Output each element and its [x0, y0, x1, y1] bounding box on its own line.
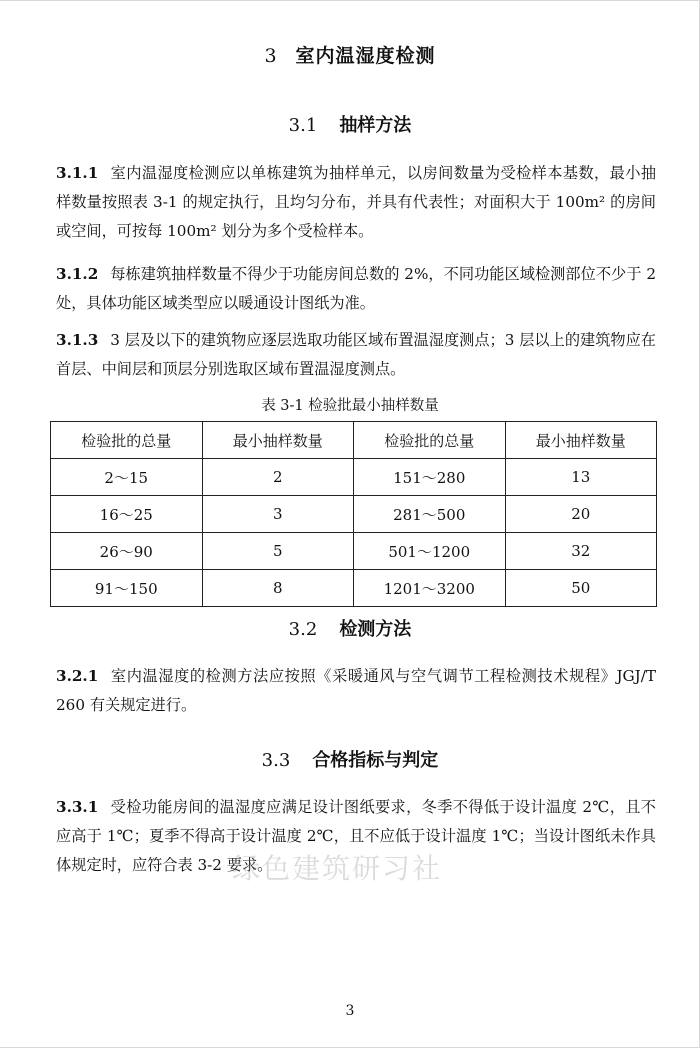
- section-title-3-3: [0, 746, 700, 772]
- chapter-title: [0, 41, 700, 68]
- table-cell: 3: [202, 496, 354, 533]
- page-number: 3: [345, 1003, 355, 1019]
- table-cell: 16～25: [51, 496, 203, 533]
- clause-3-2-1: [56, 662, 656, 720]
- table-header-cell: 检验批的总量: [354, 422, 506, 459]
- table-cell: 8: [202, 570, 354, 607]
- clause-number: 3.2.1: [56, 667, 99, 685]
- clause-text: 3 层及以下的建筑物应逐层选取功能区域布置温湿度测点；3 层以上的建筑物应在首层、中间层和顶层分别选取区域布置温湿度测点。: [56, 331, 656, 378]
- clause-text: 受检功能房间的温湿度应满足设计图纸要求，冬季不得低于设计温度 2℃，且不应高于 1℃；夏季不得高于设计温度 2℃，且不应低于设计温度 1℃；当设计图纸未作具体规定时，应符合表 3-2 要求。: [56, 798, 656, 874]
- table-cell: 1201～3200: [354, 570, 506, 607]
- clause-number: 3.1.1: [56, 164, 99, 182]
- section-title-text: 检测方法: [339, 619, 412, 640]
- chapter-title-text: 室内温湿度检测: [295, 45, 436, 67]
- table-cell: 20: [505, 496, 657, 533]
- section-number: 3.2: [288, 619, 318, 640]
- table-cell: 91～150: [51, 570, 203, 607]
- clause-text: 室内温湿度检测应以单栋建筑为抽样单元，以房间数量为受检样本基数，最小抽样数量按照表 3-1 的规定执行，且均匀分布，并具有代表性；对面积大于 100m² 的房间或空间，可按每 100m² 划分为多个受检样本。: [56, 164, 656, 240]
- table-row: [51, 496, 657, 533]
- table-row: [51, 570, 657, 607]
- table-header-cell: 最小抽样数量: [505, 422, 657, 459]
- table-cell: 32: [505, 533, 657, 570]
- clause-text: 室内温湿度的检测方法应按照《采暖通风与空气调节工程检测技术规程》JGJ/T 260 有关规定进行。: [56, 667, 656, 714]
- clause-number: 3.1.2: [56, 265, 99, 283]
- table-cell: 151～280: [354, 459, 506, 496]
- sampling-table: [50, 421, 657, 607]
- section-number: 3.3: [261, 750, 291, 771]
- table-caption: 表 3-1 检验批最小抽样数量: [261, 398, 439, 414]
- section-title-text: 抽样方法: [339, 115, 412, 136]
- clause-text: 每栋建筑抽样数量不得少于功能房间总数的 2%，不同功能区域检测部位不少于 2 处，具体功能区域类型应以暖通设计图纸为准。: [56, 265, 656, 312]
- clause-number: 3.1.3: [56, 331, 99, 349]
- table-header-cell: 最小抽样数量: [202, 422, 354, 459]
- table-cell: 26～90: [51, 533, 203, 570]
- table-row: [51, 459, 657, 496]
- clause-3-1-1: [56, 159, 656, 246]
- table-row: [51, 533, 657, 570]
- table-cell: 50: [505, 570, 657, 607]
- clause-number: 3.3.1: [56, 798, 99, 816]
- table-cell: 281～500: [354, 496, 506, 533]
- table-cell: 13: [505, 459, 657, 496]
- table-header-row: [51, 422, 657, 459]
- chapter-number: 3: [264, 45, 278, 67]
- table-header-cell: 检验批的总量: [51, 422, 203, 459]
- table-cell: 5: [202, 533, 354, 570]
- clause-3-1-3: [56, 326, 656, 384]
- section-number: 3.1: [288, 115, 318, 136]
- table-cell: 2～15: [51, 459, 203, 496]
- section-title-3-2: [0, 615, 700, 641]
- clause-3-1-2: [56, 260, 656, 318]
- section-title-text: 合格指标与判定: [312, 750, 439, 771]
- watermark-text: 绿色建筑研习社: [232, 852, 443, 885]
- table-cell: 501～1200: [354, 533, 506, 570]
- table-cell: 2: [202, 459, 354, 496]
- section-title-3-1: [0, 111, 700, 137]
